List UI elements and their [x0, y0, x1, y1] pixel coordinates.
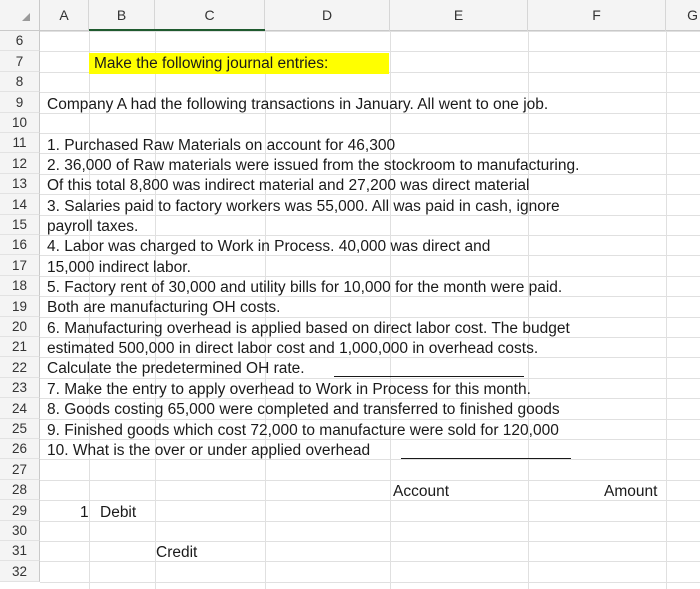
row-header[interactable]: 14	[0, 194, 40, 215]
intro-cell[interactable]: Company A had the following transactions in January. All went to one job.	[47, 96, 549, 113]
select-all-corner[interactable]	[0, 0, 40, 31]
row-header[interactable]: 17	[0, 255, 40, 276]
credit-label-cell[interactable]: Credit	[156, 544, 198, 561]
column-header-g[interactable]: G	[687, 7, 698, 23]
row-header[interactable]: 20	[0, 317, 40, 337]
column-header-d[interactable]: D	[265, 0, 390, 31]
grid-row-line	[40, 133, 700, 134]
row-header[interactable]: 28	[0, 480, 40, 500]
row-header[interactable]: 31	[0, 541, 40, 561]
column-header-e[interactable]: E	[390, 0, 528, 31]
answer-blank-line	[334, 376, 524, 377]
row-header[interactable]: 16	[0, 235, 40, 255]
row-header[interactable]: 9	[0, 92, 40, 113]
question-line[interactable]: 4. Labor was charged to Work in Process. 40,000 was direct and	[47, 238, 491, 255]
question-line[interactable]: payroll taxes.	[47, 218, 139, 235]
grid-row-line	[40, 51, 700, 52]
row-header[interactable]: 18	[0, 276, 40, 296]
row-header[interactable]: 8	[0, 72, 40, 92]
account-header-cell[interactable]: Account	[393, 483, 450, 500]
question-line[interactable]: 15,000 indirect labor.	[47, 259, 191, 276]
entry-number-cell[interactable]: 1	[80, 504, 89, 521]
row-header[interactable]: 23	[0, 378, 40, 398]
select-all-triangle-icon	[22, 13, 30, 21]
row-header[interactable]: 27	[0, 459, 40, 480]
column-header-f[interactable]: F	[528, 0, 666, 31]
question-line[interactable]: 3. Salaries paid to factory workers was 55,000. All was paid in cash, ignore	[47, 198, 560, 215]
amount-header-cell[interactable]: Amount	[604, 483, 658, 500]
row-header[interactable]: 11	[0, 133, 40, 153]
question-line[interactable]: 5. Factory rent of 30,000 and utility bills for 10,000 for the month were paid.	[47, 279, 563, 296]
question-line[interactable]: 6. Manufacturing overhead is applied based on direct labor cost. The budget	[47, 320, 570, 337]
column-header-c[interactable]: C	[155, 0, 265, 31]
question-line[interactable]: 9. Finished goods which cost 72,000 to manufacture were sold for 120,000	[47, 422, 559, 439]
column-header-b[interactable]: B	[89, 0, 155, 31]
row-header[interactable]: 19	[0, 296, 40, 317]
debit-label-cell[interactable]: Debit	[100, 504, 137, 521]
answer-blank-line	[401, 458, 571, 459]
question-line[interactable]: Of this total 8,800 was indirect material and 27,200 was direct material	[47, 177, 530, 194]
grid-row-line	[40, 582, 700, 583]
row-header[interactable]: 10	[0, 113, 40, 133]
grid-column-line	[666, 31, 667, 589]
question-line[interactable]: estimated 500,000 in direct labor cost and 1,000,000 in overhead costs.	[47, 340, 539, 357]
question-line[interactable]: 2. 36,000 of Raw materials were issued from the stockroom to manufacturing.	[47, 157, 580, 174]
row-header[interactable]: 21	[0, 337, 40, 357]
row-header[interactable]: 25	[0, 419, 40, 439]
grid-row-line	[40, 500, 700, 501]
row-header[interactable]: 13	[0, 174, 40, 194]
row-header[interactable]: 30	[0, 521, 40, 541]
column-header-a[interactable]: A	[40, 0, 89, 31]
row-header[interactable]: 22	[0, 357, 40, 378]
question-line[interactable]: Both are manufacturing OH costs.	[47, 299, 281, 316]
question-line[interactable]: Calculate the predetermined OH rate.	[47, 360, 305, 377]
grid-row-line	[40, 31, 700, 32]
row-header[interactable]: 24	[0, 398, 40, 419]
question-line[interactable]: 7. Make the entry to apply overhead to Work in Process for this month.	[47, 381, 531, 398]
row-header[interactable]: 6	[0, 31, 40, 51]
row-header[interactable]: 29	[0, 500, 40, 521]
row-header[interactable]: 7	[0, 51, 40, 72]
question-line[interactable]: 8. Goods costing 65,000 were completed and transferred to finished goods	[47, 401, 560, 418]
grid-row-line	[40, 92, 700, 93]
grid-row-line	[40, 521, 700, 522]
row-header[interactable]: 26	[0, 439, 40, 459]
question-line[interactable]: 10. What is the over or under applied overhead	[47, 442, 371, 459]
grid-row-line	[40, 235, 700, 236]
title-cell[interactable]: Make the following journal entries:	[94, 55, 329, 72]
row-header[interactable]: 12	[0, 153, 40, 174]
grid-row-line	[40, 561, 700, 562]
grid-row-line	[40, 480, 700, 481]
question-line[interactable]: 1. Purchased Raw Materials on account for 46,300	[47, 137, 396, 154]
row-header[interactable]: 15	[0, 215, 40, 235]
row-header[interactable]: 32	[0, 561, 40, 582]
grid-row-line	[40, 541, 700, 542]
